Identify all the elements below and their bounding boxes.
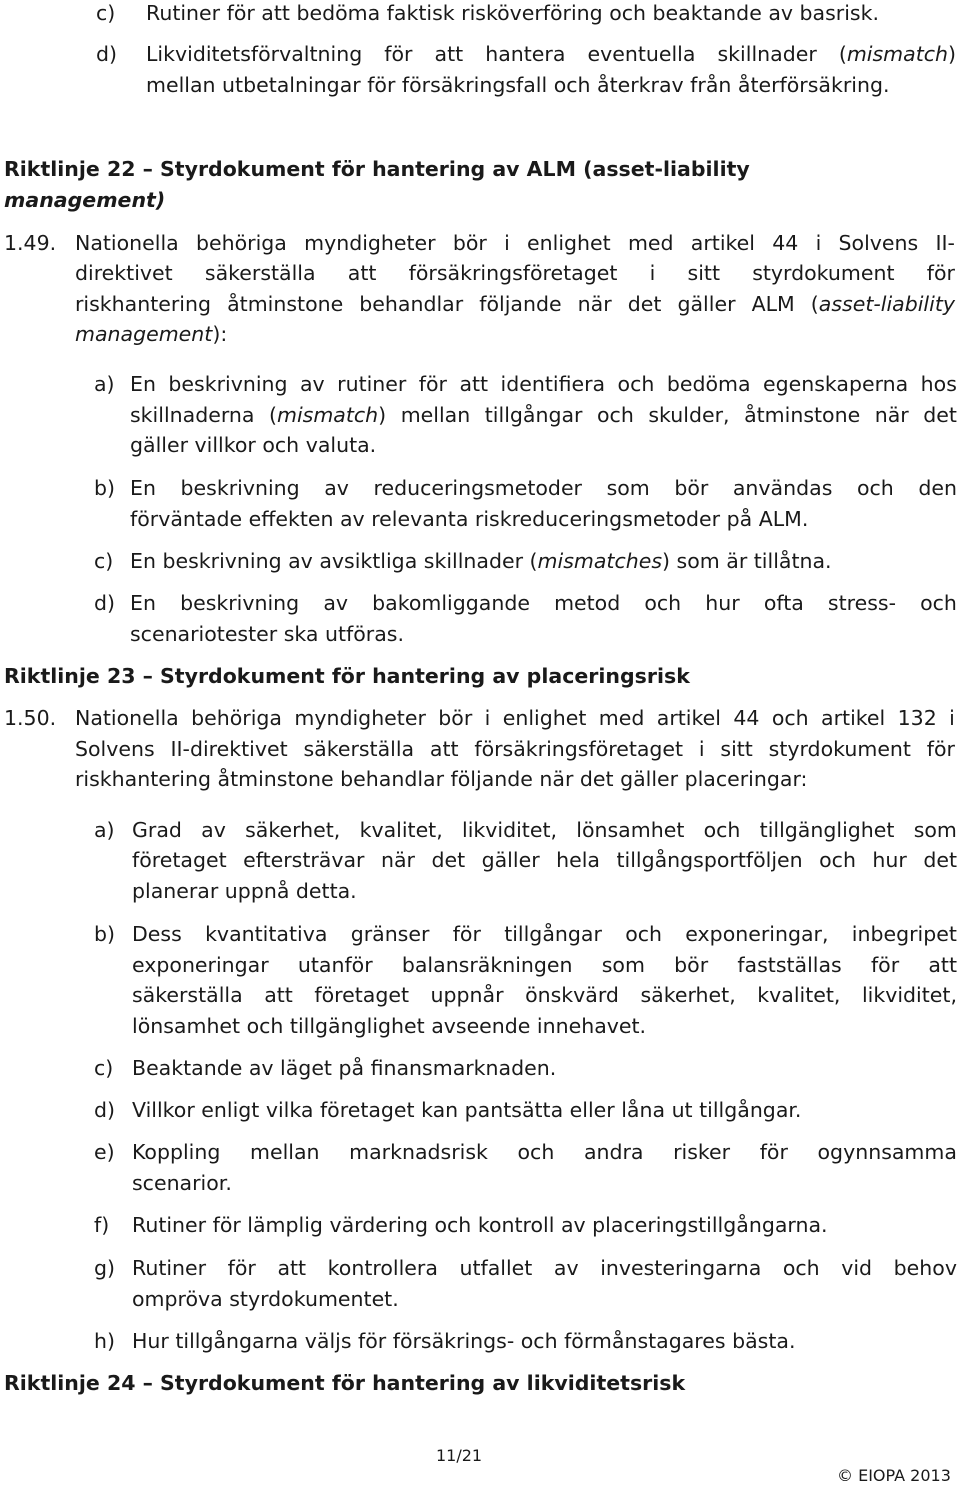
word: bör (438, 706, 473, 730)
word: företaget (132, 848, 227, 872)
word: identifiera (500, 372, 606, 396)
word: artikel (821, 706, 886, 730)
list-item-text: Villkor enligt vilka företaget kan pantsätta eller låna ut tillgångar. (132, 1098, 802, 1122)
word: i (484, 706, 491, 730)
word: mellan (250, 1140, 320, 1164)
word: artikel (656, 706, 721, 730)
word: fastställas (737, 953, 842, 977)
word: när (577, 292, 612, 316)
word: av (324, 476, 349, 500)
word: av (300, 372, 325, 396)
word: säkerställa (303, 737, 415, 761)
word: när (874, 403, 909, 427)
word: kvalitet, (757, 983, 841, 1007)
word: beskrivning (180, 591, 300, 615)
word: ALM (751, 292, 795, 316)
word: behöriga (191, 706, 282, 730)
word: Koppling (132, 1140, 221, 1164)
list-label: b) (94, 922, 116, 946)
word: och (771, 706, 809, 730)
word: skillnader (717, 42, 817, 66)
word: med (627, 231, 674, 255)
word: Nationella (75, 231, 179, 255)
word: att (459, 372, 489, 396)
word: tillgänglighet (759, 818, 895, 842)
list-item-text (130, 591, 957, 615)
word: marknadsrisk (349, 1140, 488, 1164)
word: styrdokument (768, 737, 911, 761)
word: tillgångar (504, 922, 602, 946)
word: i (698, 737, 705, 761)
list-label: b) (94, 476, 116, 500)
word: säkerställa (204, 261, 316, 285)
list-item-text: lönsamhet och tillgänglighet avseende innehavet. (132, 1014, 647, 1038)
word: Dess (132, 922, 182, 946)
guideline-heading (4, 157, 956, 181)
word: i (649, 261, 656, 285)
word: hantera (485, 42, 566, 66)
word: för (759, 1140, 788, 1164)
word: i (504, 231, 510, 255)
word: tillgångsportföljen (616, 848, 803, 872)
word: myndigheter (294, 706, 426, 730)
word: hur (872, 848, 907, 872)
word: och (597, 403, 634, 427)
paragraph-line: riskhantering åtminstone behandlar följande när det gäller placeringar: (75, 767, 808, 791)
word: (mismatch) (838, 42, 956, 66)
word: bedöma (666, 372, 751, 396)
list-label: h) (94, 1329, 115, 1353)
word: försäkringsföretaget (474, 737, 684, 761)
word: och (703, 818, 741, 842)
word: myndigheter (304, 231, 436, 255)
paragraph-number: 1.49. (4, 231, 57, 255)
word: sitt (720, 737, 753, 761)
word: när (380, 848, 415, 872)
word: andra (583, 1140, 644, 1164)
paragraph-line (75, 706, 955, 730)
list-item-text: Beaktande av läget på finansmarknaden. (132, 1056, 557, 1080)
word: Grad (132, 818, 182, 842)
word: eventuella (587, 42, 696, 66)
word: för (418, 372, 447, 396)
word: det (431, 848, 466, 872)
word: bör (674, 476, 709, 500)
word: Likviditetsförvaltning (146, 42, 363, 66)
word: styrdokument (752, 261, 895, 285)
word: hela (556, 848, 600, 872)
word: i (949, 706, 955, 730)
word: för (926, 261, 955, 285)
word: och (819, 848, 856, 872)
word: investeringarna (600, 1256, 762, 1280)
word: att (264, 983, 293, 1007)
word: 132 (897, 706, 937, 730)
word: likviditet, (462, 818, 558, 842)
word: ogynnsamma (817, 1140, 957, 1164)
word: skulder, (648, 403, 730, 427)
word: Nationella (75, 706, 179, 730)
word: enlighet (527, 231, 611, 255)
word: exponeringar (132, 953, 269, 977)
word: exponeringar, (685, 922, 829, 946)
list-item-text (132, 983, 957, 1007)
word: säkerställa (132, 983, 243, 1007)
guideline-heading: Riktlinje 24 – Styrdokument för hantering av likviditetsrisk (4, 1371, 686, 1395)
word: åtminstone (227, 292, 344, 316)
word: bakomliggande (372, 591, 530, 615)
paragraph-line (75, 231, 955, 255)
word: gäller (481, 848, 540, 872)
word: stress- (827, 591, 896, 615)
list-item-text: Rutiner för att bedöma faktisk risköverföring och beaktande av basrisk. (146, 1, 879, 25)
word: av (553, 1256, 579, 1280)
list-item-text: gäller villkor och valuta. (130, 433, 377, 457)
word: utfallet (459, 1256, 533, 1280)
word: inbegripet (851, 922, 957, 946)
word: En (130, 372, 156, 396)
word: och (856, 476, 894, 500)
word: balansräkningen (401, 953, 573, 977)
list-item-text: Rutiner för lämplig värdering och kontroll av placeringstillgångarna. (132, 1213, 828, 1237)
word: för (870, 953, 900, 977)
paragraph-line (75, 292, 955, 316)
word: gränser (350, 922, 430, 946)
word: som (601, 953, 645, 977)
word: beskrivning (180, 476, 300, 500)
list-label: c) (94, 549, 114, 573)
word: att (434, 42, 464, 66)
word: av (201, 818, 226, 842)
word: och (920, 591, 957, 615)
word: företaget (314, 983, 409, 1007)
word: behandlar (359, 292, 464, 316)
word: vid (841, 1256, 873, 1280)
word: det (923, 403, 957, 427)
word: artikel (690, 231, 755, 255)
guideline-heading-cont: management) (4, 188, 166, 212)
word: och (625, 922, 662, 946)
word: rutiner (337, 372, 407, 396)
word: åtminstone (744, 403, 861, 427)
word: för (384, 42, 413, 66)
word: som (913, 818, 957, 842)
word: och (617, 372, 655, 396)
word: Rutiner (132, 1256, 207, 1280)
word: II- (935, 231, 955, 255)
list-label: c) (94, 1056, 114, 1080)
word: utanför (297, 953, 373, 977)
word: att (429, 737, 459, 761)
list-item-text: förväntade effekten av relevanta riskreduceringsmetoder på ALM. (130, 507, 809, 531)
list-label: g) (94, 1256, 116, 1280)
list-item-text: mellan utbetalningar för försäkringsfall och återkrav från återförsäkring. (146, 73, 890, 97)
list-label: f) (94, 1213, 110, 1237)
word: mellan (400, 403, 471, 427)
list-label: a) (94, 372, 115, 396)
list-item-text: planerar uppnå detta. (132, 879, 357, 903)
list-label: e) (94, 1140, 115, 1164)
list-item-text: Hur tillgångarna väljs för försäkrings- och förmånstagares bästa. (132, 1329, 796, 1353)
word: likviditet, (861, 983, 957, 1007)
word: metod (554, 591, 621, 615)
paragraph-line: management): (75, 322, 228, 346)
heading-text: Riktlinje 22 – Styrdokument för hantering av ALM (asset-liability (4, 157, 750, 181)
word: tillgångar (484, 403, 583, 427)
word: och (782, 1256, 820, 1280)
word: användas (732, 476, 833, 500)
word: att (928, 953, 957, 977)
word: att (277, 1256, 307, 1280)
list-item-text (130, 372, 957, 396)
word: En (130, 591, 156, 615)
list-item-text (130, 403, 957, 427)
list-item-text: En beskrivning av avsiktliga skillnader (mismatches) som är tillåtna. (130, 549, 832, 573)
word: (asset-liability (810, 292, 955, 316)
word: Solvens (838, 231, 919, 255)
word: 44 (772, 231, 799, 255)
list-item-text (132, 848, 957, 872)
word: i (815, 231, 822, 255)
list-item-text: ompröva styrdokumentet. (132, 1287, 399, 1311)
word: behöriga (195, 231, 287, 255)
guideline-heading: Riktlinje 23 – Styrdokument för hantering av placeringsrisk (4, 664, 690, 688)
paragraph-line (75, 737, 955, 761)
list-item-text: scenarior. (132, 1171, 232, 1195)
word: direktivet (75, 261, 173, 285)
word: kvantitativa (205, 922, 328, 946)
word: för (227, 1256, 256, 1280)
word: och (644, 591, 682, 615)
list-label: d) (94, 1098, 116, 1122)
word: beskrivning (168, 372, 288, 396)
page-number: 11/21 (436, 1446, 483, 1465)
word: den (918, 476, 957, 500)
copyright: © EIOPA 2013 (837, 1466, 951, 1485)
word: kontrollera (327, 1256, 438, 1280)
word: 44 (733, 706, 760, 730)
word: skillnaderna (130, 403, 255, 427)
paragraph-number: 1.50. (4, 706, 57, 730)
word: uppnår (430, 983, 504, 1007)
list-label: a) (94, 818, 115, 842)
word: Solvens (75, 737, 155, 761)
word: lönsamhet (576, 818, 685, 842)
word: försäkringsföretaget (408, 261, 618, 285)
word: bör (674, 953, 709, 977)
list-label: d) (96, 42, 118, 66)
word: sitt (687, 261, 720, 285)
word: II-direktivet (170, 737, 288, 761)
list-item-text (146, 42, 956, 66)
word: eftersträvar (243, 848, 365, 872)
word: risker (673, 1140, 731, 1164)
word: för (452, 922, 481, 946)
list-item-text (130, 476, 957, 500)
word: riskhantering (75, 292, 212, 316)
word: bör (452, 231, 487, 255)
list-label: c) (96, 1, 116, 25)
word: En (130, 476, 156, 500)
word: det (627, 292, 662, 316)
word: för (926, 737, 955, 761)
word: säkerhet, (640, 983, 736, 1007)
word: det (923, 848, 957, 872)
list-item-text (132, 818, 957, 842)
list-item-text: scenariotester ska utföras. (130, 622, 404, 646)
list-item-text (132, 1140, 957, 1164)
word: följande (479, 292, 562, 316)
word: med (598, 706, 645, 730)
word: ofta (763, 591, 804, 615)
word: gäller (677, 292, 736, 316)
list-item-text (132, 953, 957, 977)
word: reduceringsmetoder (373, 476, 582, 500)
word: (mismatch) (268, 403, 387, 427)
word: säkerhet, (245, 818, 341, 842)
word: av (323, 591, 349, 615)
word: önskvärd (525, 983, 619, 1007)
word: som (606, 476, 650, 500)
list-item-text (132, 922, 957, 946)
paragraph-line (75, 261, 955, 285)
list-label: d) (94, 591, 116, 615)
word: enlighet (502, 706, 587, 730)
word: egenskaperna (762, 372, 909, 396)
word: och (517, 1140, 555, 1164)
word: att (347, 261, 377, 285)
word: kvalitet, (359, 818, 443, 842)
list-item-text (132, 1256, 957, 1280)
word: hur (705, 591, 740, 615)
word: behov (893, 1256, 957, 1280)
word: hos (920, 372, 957, 396)
